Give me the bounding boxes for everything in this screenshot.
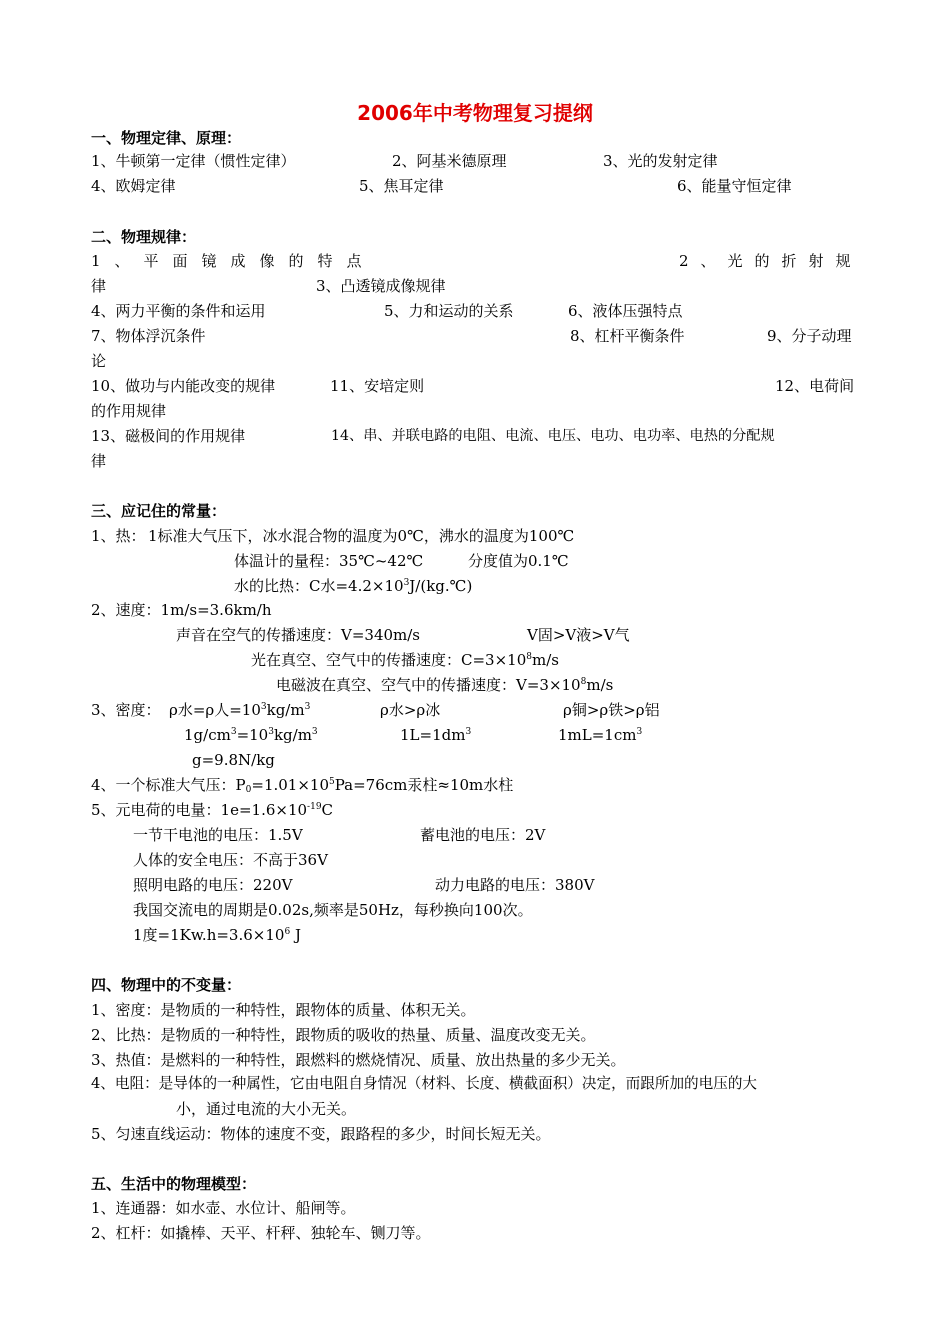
speed-line: V固>V液>V气: [527, 626, 630, 644]
list-item: 的作用规律: [91, 402, 167, 420]
list-item: 1、平面镜成像的特点: [91, 252, 376, 270]
charge-line: 5、元电荷的电量：$1e=1.6\times 10^{-19}C$: [91, 801, 334, 819]
list-item: 7、物体浮沉条件: [91, 327, 206, 345]
list-item: 13、磁极间的作用规律: [91, 427, 246, 445]
charge-line: 动力电路的电压：380V: [435, 876, 595, 894]
list-item: 12、电荷间: [775, 377, 855, 395]
list-item: 11、安培定则: [330, 377, 425, 395]
list-item: 6、液体压强特点: [568, 302, 683, 320]
list-item: 2、杠杆：如撬棒、天平、杆秤、独轮车、铡刀等。: [91, 1224, 431, 1242]
page-title: 2006年中考物理复习提纲: [357, 101, 593, 125]
list-item: 1、连通器：如水壶、水位计、船闸等。: [91, 1199, 356, 1217]
heat-line: 1标准大气压下，冰水混合物的温度为0℃，沸水的温度为100℃: [148, 527, 575, 545]
list-item: 5、力和运动的关系: [384, 302, 514, 320]
list-item: 律: [91, 452, 107, 470]
charge-line: 一节干电池的电压：1.5V: [133, 826, 303, 844]
density-line: g=9.8N/kg: [192, 751, 275, 769]
list-item: 3、热值：是燃料的一种特性，跟燃料的燃烧情况、质量、放出热量的多少无关。: [91, 1051, 626, 1069]
density-line: ρ水=ρ人$=10^3kg/m^3$: [169, 701, 311, 719]
list-item: 3、光的发射定律: [603, 152, 718, 170]
list-item: 6、能量守恒定律: [677, 177, 792, 195]
density-line: $1L=1dm^3$: [400, 726, 472, 744]
list-item: 2、阿基米德原理: [392, 152, 507, 170]
list-item: 1、牛顿第一定律（惯性定律）: [91, 152, 296, 170]
charge-line: 1度$=1Kw.h=3.6\times 10^6$ J: [133, 926, 301, 944]
list-item: 2、光的折射规: [679, 252, 863, 270]
section-heading-invariants: 四、物理中的不变量：: [91, 976, 242, 994]
list-item: 论: [91, 352, 107, 370]
list-item: 律: [91, 277, 107, 295]
list-item: 9、分子动理: [767, 327, 852, 345]
charge-line: 照明电路的电压：220V: [133, 876, 293, 894]
density-line: ρ铜>ρ铁>ρ铝: [563, 701, 660, 719]
speed-label: 2、速度：1m/s=3.6km/h: [91, 601, 272, 619]
speed-line: 声音在空气的传播速度：V=340m/s: [176, 626, 421, 644]
section-heading-laws: 一、物理定律、原理：: [91, 129, 242, 147]
density-line: ρ水>ρ冰: [380, 701, 441, 719]
list-item: 5、匀速直线运动：物体的速度不变，跟路程的多少，时间长短无关。: [91, 1125, 551, 1143]
list-item: 1、密度：是物质的一种特性，跟物体的质量、体积无关。: [91, 1001, 476, 1019]
section-heading-constants: 三、应记住的常量：: [91, 502, 227, 520]
list-item: 4、电阻：是导体的一种属性，它由电阻自身情况（材料、长度、横截面积）决定，而跟所加的电压的大: [91, 1075, 758, 1092]
heat-line: 分度值为0.1℃: [468, 552, 569, 570]
speed-line: 电磁波在真空、空气中的传播速度：$V=3\times 10^8m/s$: [276, 676, 614, 694]
section-heading-rules: 二、物理规律：: [91, 228, 197, 246]
list-item: 4、两力平衡的条件和运用: [91, 302, 266, 320]
list-item: 5、焦耳定律: [359, 177, 444, 195]
density-line: $1g/cm^3=10^3kg/m^3$: [184, 726, 318, 744]
list-item: 2、比热：是物质的一种特性，跟物质的吸收的热量、质量、温度改变无关。: [91, 1026, 596, 1044]
section-heading-models: 五、生活中的物理模型：: [91, 1175, 257, 1193]
list-item: 4、欧姆定律: [91, 177, 176, 195]
atm-line: 4、一个标准大气压：$P_0=1.01\times 10^5Pa=76cm$汞柱≈10m水柱: [91, 776, 514, 795]
list-item: 小，通过电流的大小无关。: [176, 1100, 357, 1118]
list-item: 8、杠杆平衡条件: [570, 327, 685, 345]
heat-line: 水的比热：C水$=4.2\times 10^3J/(kg.℃)$: [234, 577, 473, 595]
charge-line: 我国交流电的周期是0.02s,频率是50Hz，每秒换向100次。: [133, 901, 533, 919]
charge-line: 蓄电池的电压：2V: [420, 826, 546, 844]
density-label: 3、密度：: [91, 701, 161, 719]
heat-line: 体温计的量程：35℃~42℃: [234, 552, 424, 570]
list-item: 3、凸透镜成像规律: [316, 277, 446, 295]
heat-label: 1、热：: [91, 527, 146, 545]
charge-line: 人体的安全电压：不高于36V: [133, 851, 328, 869]
list-item: 14、串、并联电路的电阻、电流、电压、电功、电功率、电热的分配规: [331, 428, 775, 444]
speed-line: 光在真空、空气中的传播速度：$C=3\times 10^8m/s$: [251, 651, 559, 669]
list-item: 10、做功与内能改变的规律: [91, 377, 276, 395]
density-line: $1mL=1cm^3$: [558, 726, 643, 744]
